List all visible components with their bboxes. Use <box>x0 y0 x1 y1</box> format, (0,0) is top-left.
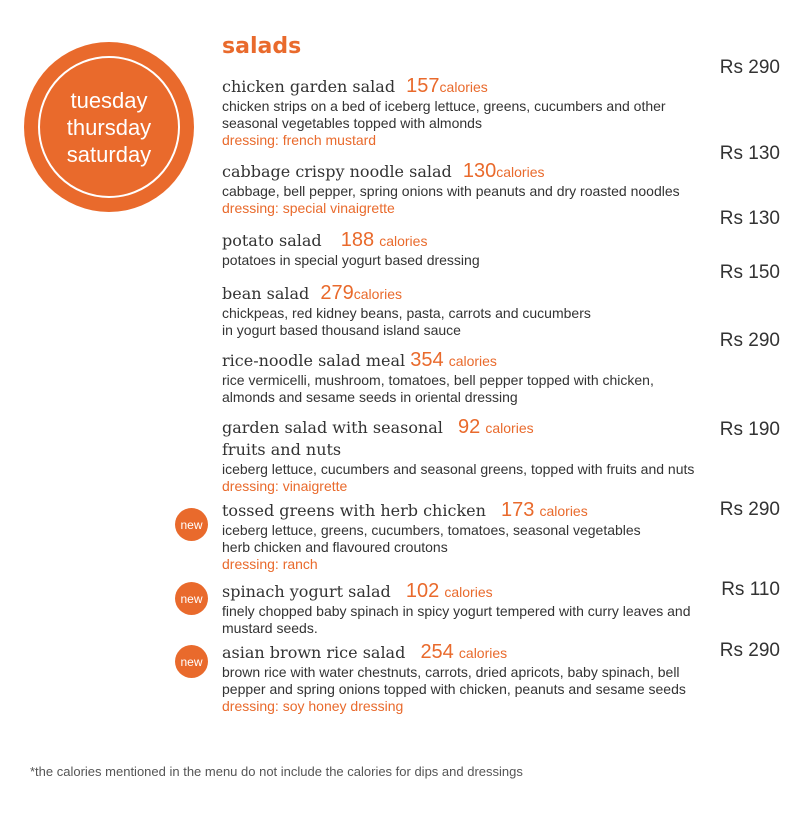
item-calories: 173 <box>501 499 535 521</box>
menu-item <box>222 75 702 149</box>
calories-label: calories <box>458 645 508 661</box>
calories-label: calories <box>485 420 534 436</box>
item-price: Rs 110 <box>721 579 780 600</box>
item-calories: 254 <box>420 641 454 663</box>
item-name-line <box>222 75 702 98</box>
item-name-line <box>222 499 702 522</box>
new-badge: new <box>175 645 208 678</box>
new-badge: new <box>175 508 208 541</box>
new-badge: new <box>175 582 208 615</box>
menu-item <box>222 641 702 715</box>
section-title: salads <box>222 34 302 59</box>
item-price: Rs 190 <box>719 419 780 440</box>
item-description: in yogurt based thousand island sauce <box>222 322 461 338</box>
menu-item <box>222 499 702 573</box>
item-price: Rs 130 <box>719 143 780 164</box>
menu-item <box>222 349 702 406</box>
item-price: Rs 290 <box>719 640 780 661</box>
menu-item <box>222 229 702 269</box>
item-price: Rs 290 <box>719 57 780 78</box>
menu-item <box>222 160 702 217</box>
item-description: pepper and spring onions topped with chicken, peanuts and sesame seeds <box>222 681 686 697</box>
item-price: Rs 150 <box>719 262 780 283</box>
item-name-line <box>222 580 702 603</box>
item-dressing: dressing: special vinaigrette <box>222 200 395 216</box>
item-calories: 188 <box>340 229 375 251</box>
day-label: saturday <box>66 141 152 167</box>
item-name-line <box>222 229 702 252</box>
item-description: chicken strips on a bed of iceberg lettuce, greens, cucumbers and other <box>222 98 666 114</box>
calories-label: calories <box>353 286 403 302</box>
calories-label: calories <box>496 164 545 180</box>
menu-item <box>222 416 702 495</box>
item-name: bean salad <box>222 284 310 303</box>
item-description: herb chicken and flavoured croutons <box>222 539 448 555</box>
item-price: Rs 290 <box>719 499 780 520</box>
item-name-line2: fruits and nuts <box>222 440 342 459</box>
item-name: spinach yogurt salad <box>222 582 391 601</box>
item-name-line <box>222 641 702 664</box>
item-description: cabbage, bell pepper, spring onions with peanuts and dry roasted noodles <box>222 183 680 199</box>
item-price: Rs 290 <box>719 330 780 351</box>
item-name: rice-noodle salad meal <box>222 351 406 370</box>
item-description: almonds and sesame seeds in oriental dressing <box>222 389 518 405</box>
item-calories: 354 <box>410 349 444 371</box>
item-description: finely chopped baby spinach in spicy yogurt tempered with curry leaves and <box>222 603 691 619</box>
item-name-line <box>222 282 702 305</box>
calories-label: calories <box>379 233 428 249</box>
item-name-line <box>222 416 702 439</box>
item-name: cabbage crispy noodle salad <box>222 162 452 181</box>
item-name: chicken garden salad <box>222 77 396 96</box>
item-name: potato salad <box>222 231 322 250</box>
item-description: iceberg lettuce, cucumbers and seasonal greens, topped with fruits and nuts <box>222 461 695 477</box>
item-calories: 279 <box>320 282 354 304</box>
item-dressing: dressing: soy honey dressing <box>222 698 404 714</box>
item-description: chickpeas, red kidney beans, pasta, carrots and cucumbers <box>222 305 591 321</box>
calories-label: calories <box>448 353 497 369</box>
item-calories: 157 <box>406 75 440 97</box>
item-calories: 92 <box>458 416 481 438</box>
item-name: garden salad with seasonal <box>222 418 443 437</box>
item-dressing: dressing: french mustard <box>222 132 377 148</box>
item-dressing: dressing: vinaigrette <box>222 478 348 494</box>
item-calories: 130 <box>462 160 497 182</box>
item-description: iceberg lettuce, greens, cucumbers, tomatoes, seasonal vegetables <box>222 522 641 538</box>
day-label: tuesday <box>70 87 148 113</box>
item-description: mustard seeds. <box>222 620 318 636</box>
item-name: asian brown rice salad <box>222 643 406 662</box>
calories-label: calories <box>444 584 493 600</box>
footnote: *the calories mentioned in the menu do not include the calories for dips and dressings <box>30 764 523 779</box>
menu-item <box>222 282 702 339</box>
item-dressing: dressing: ranch <box>222 556 318 572</box>
days-badge <box>24 42 194 212</box>
item-description: potatoes in special yogurt based dressing <box>222 252 480 268</box>
item-description: seasonal vegetables topped with almonds <box>222 115 482 131</box>
calories-label: calories <box>539 503 588 519</box>
day-label: thursday <box>66 114 152 140</box>
item-name: tossed greens with herb chicken <box>222 501 486 520</box>
item-price: Rs 130 <box>719 208 780 229</box>
calories-label: calories <box>439 79 488 95</box>
menu-item <box>222 580 702 637</box>
item-name-line <box>222 349 702 372</box>
item-name-line <box>222 160 702 183</box>
item-calories: 102 <box>405 580 440 602</box>
item-description: rice vermicelli, mushroom, tomatoes, bell pepper topped with chicken, <box>222 372 654 388</box>
item-description: brown rice with water chestnuts, carrots, dried apricots, baby spinach, bell <box>222 664 680 680</box>
days-badge-ring <box>38 56 180 198</box>
